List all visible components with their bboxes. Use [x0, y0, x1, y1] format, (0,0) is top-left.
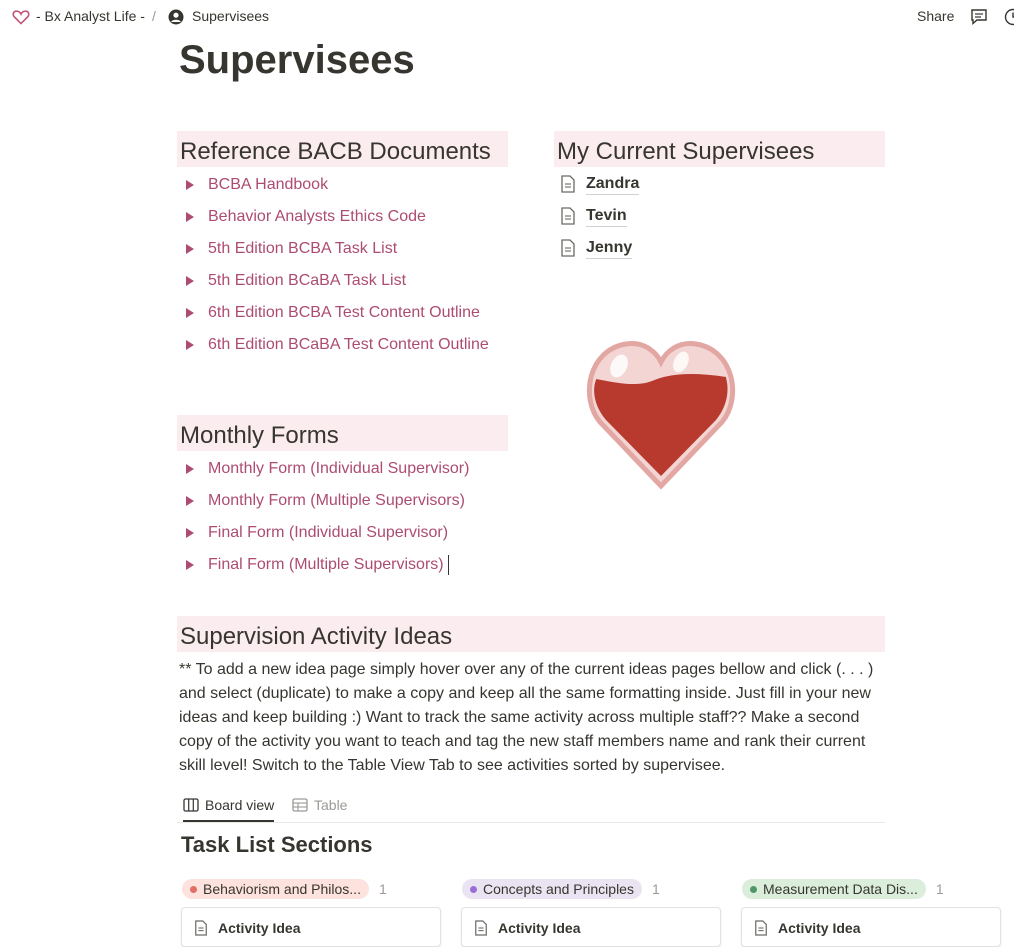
board-group-header[interactable] [182, 878, 387, 900]
monthly-forms-heading: Monthly Forms [177, 415, 508, 451]
person-circle-icon [168, 9, 184, 25]
supervisee-name[interactable]: Zandra [586, 174, 639, 195]
toggle-item[interactable] [178, 297, 489, 329]
group-dot [470, 886, 477, 893]
toggle-triangle-icon[interactable] [186, 560, 194, 570]
activity-ideas-description: ** To add a new idea page simply hover over any of the current ideas pages bellow and click (. . . ) and select (duplicate) to make a copy and keep all the same formatting inside. Just fill in your new ideas and keep building :) Want to track the same activity across multiple staff?? Make a second copy of the activity you want to teach and tag the new staff members name and rank their current skill level! Switch to the Table View Tab to see activities sorted by supervisee. [179, 658, 889, 778]
monthly-forms-list [178, 453, 469, 581]
supervisee-page-link[interactable] [556, 200, 639, 232]
toggle-triangle-icon[interactable] [186, 528, 194, 538]
view-tabs [177, 790, 885, 823]
current-supervisees-heading: My Current Supervisees [554, 131, 885, 167]
toggle-item[interactable] [178, 517, 469, 549]
supervisee-name[interactable]: Jenny [586, 238, 632, 259]
toggle-item[interactable] [178, 549, 469, 581]
share-button[interactable]: Share [917, 8, 954, 24]
toggle-item[interactable] [178, 201, 489, 233]
board-card[interactable] [461, 907, 721, 947]
breadcrumb-separator: / [152, 8, 156, 24]
board-group-header[interactable] [462, 878, 660, 900]
document-icon [560, 239, 576, 257]
board-title: Task List Sections [181, 832, 373, 858]
tab-label[interactable]: Board view [205, 797, 274, 813]
top-bar [0, 0, 1014, 34]
activity-ideas-heading: Supervision Activity Ideas [177, 616, 885, 652]
board-card[interactable] [741, 907, 1001, 947]
toggle-triangle-icon[interactable] [186, 276, 194, 286]
document-icon [194, 920, 208, 936]
table-icon [292, 798, 308, 812]
board-icon [183, 798, 199, 812]
clock-icon[interactable] [1004, 8, 1014, 26]
toggle-item[interactable] [178, 169, 489, 201]
toggle-triangle-icon[interactable] [186, 308, 194, 318]
toggle-triangle-icon[interactable] [186, 464, 194, 474]
group-tag[interactable] [182, 879, 369, 899]
tab-board-view[interactable] [183, 790, 274, 822]
board-card[interactable] [181, 907, 441, 947]
toggle-item[interactable] [178, 453, 469, 485]
toggle-triangle-icon[interactable] [186, 496, 194, 506]
document-icon [560, 175, 576, 193]
group-label[interactable]: Concepts and Principles [483, 881, 634, 897]
card-title[interactable]: Activity Idea [218, 920, 300, 936]
supervisee-page-link[interactable] [556, 168, 639, 200]
toggle-triangle-icon[interactable] [186, 180, 194, 190]
supervisee-name[interactable]: Tevin [586, 206, 627, 227]
group-dot [750, 886, 757, 893]
supervisee-list [556, 168, 639, 264]
tab-table[interactable] [292, 790, 347, 820]
toggle-item-label[interactable]: Monthly Form (Multiple Supervisors) [208, 492, 465, 510]
group-count: 1 [652, 881, 660, 897]
toggle-item-label[interactable]: 5th Edition BCBA Task List [208, 240, 397, 258]
group-count: 1 [936, 881, 944, 897]
group-label[interactable]: Measurement Data Dis... [763, 881, 918, 897]
toggle-item-label[interactable]: Final Form (Multiple Supervisors) [208, 556, 444, 574]
board-group-header[interactable] [742, 878, 944, 900]
breadcrumb-page[interactable]: Supervisees [192, 8, 269, 24]
toggle-item-label[interactable]: BCBA Handbook [208, 176, 328, 194]
toggle-item[interactable] [178, 485, 469, 517]
toggle-item[interactable] [178, 329, 489, 361]
toggle-triangle-icon[interactable] [186, 212, 194, 222]
breadcrumb-workspace[interactable]: - Bx Analyst Life - [36, 8, 145, 24]
document-icon [754, 920, 768, 936]
toggle-item-label[interactable]: 6th Edition BCaBA Test Content Outline [208, 336, 489, 354]
group-tag[interactable] [742, 879, 926, 899]
toggle-item-label[interactable]: Monthly Form (Individual Supervisor) [208, 460, 469, 478]
toggle-item-label[interactable]: Final Form (Individual Supervisor) [208, 524, 448, 542]
document-icon [474, 920, 488, 936]
group-label[interactable]: Behaviorism and Philos... [203, 881, 361, 897]
toggle-item-label[interactable]: Behavior Analysts Ethics Code [208, 208, 426, 226]
toggle-item[interactable] [178, 233, 489, 265]
toggle-triangle-icon[interactable] [186, 244, 194, 254]
tab-label[interactable]: Table [314, 797, 347, 813]
toggle-item[interactable] [178, 265, 489, 297]
reference-docs-heading: Reference BACB Documents [177, 131, 508, 167]
toggle-triangle-icon[interactable] [186, 340, 194, 350]
group-tag[interactable] [462, 879, 642, 899]
card-title[interactable]: Activity Idea [498, 920, 580, 936]
card-title[interactable]: Activity Idea [778, 920, 860, 936]
heart-illustration [586, 336, 736, 492]
toggle-item-label[interactable]: 6th Edition BCBA Test Content Outline [208, 304, 480, 322]
page-title: Supervisees [179, 38, 415, 83]
comment-icon[interactable] [970, 8, 988, 26]
text-cursor [448, 555, 449, 575]
document-icon [560, 207, 576, 225]
heart-icon[interactable] [12, 9, 30, 25]
reference-docs-list [178, 169, 489, 361]
group-count: 1 [379, 881, 387, 897]
supervisee-page-link[interactable] [556, 232, 639, 264]
toggle-item-label[interactable]: 5th Edition BCaBA Task List [208, 272, 406, 290]
group-dot [190, 886, 197, 893]
